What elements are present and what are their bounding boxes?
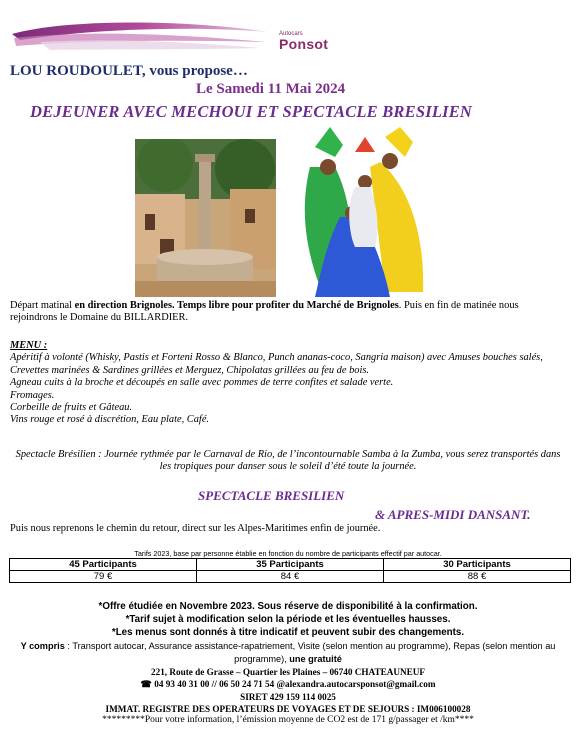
included-label: Y compris	[20, 641, 65, 651]
footer-co2: *********Pour votre information, l’émission moyenne de CO2 est de 171 g/passager et /km****	[102, 715, 474, 725]
price-header: 45 Participants	[10, 559, 197, 571]
price-header: 35 Participants	[197, 559, 384, 571]
included-section: Y compris : Transport autocar, Assurance assistance-rapatriement, Visite (selon mention au programme), Repas (selon mention au programme), une gratuité	[20, 641, 556, 664]
price-table-header-row	[10, 559, 571, 571]
spectacle-description: Spectacle Brésilien : Journée rythmée par le Carnaval de Rio, de l’incontournable Samba à la Zumba, vous serez transportés dans les tropiques pour danser sous le soleil d’été toute la journée.	[15, 449, 561, 473]
dancers-photo	[295, 127, 431, 299]
footer-siret: SIRET 429 159 114 0025	[240, 692, 336, 702]
highlight-spectacle: SPECTACLE BRESILIEN	[198, 488, 345, 503]
condition-line: *Offre étudiée en Novembre 2023. Sous réserve de disponibilité à la confirmation.	[98, 601, 478, 612]
intro-heading: LOU ROUDOULET, vous propose…	[10, 63, 248, 79]
fountain-photo	[135, 139, 276, 297]
menu-heading: MENU :	[10, 340, 48, 351]
brand-tagline: Autocars	[279, 31, 303, 37]
menu-line: Apéritif à volonté (Whisky, Pastis et Forteni Rosso & Blanco, Punch ananas-coco, Sangria maison) avec Amuses bouches salés, Crevettes marinées & Sardines grillées et Merguez, Chipolatas grillées au feu de bois.	[10, 352, 543, 376]
highlight-dansant: & APRES-MIDI DANSANT.	[375, 507, 531, 522]
brand-logo-swoosh	[10, 16, 270, 56]
event-date: Le Samedi 11 Mai 2024	[196, 81, 346, 97]
condition-line: *Les menus sont donnés à titre indicatif et peuvent subir des changements.	[111, 627, 465, 638]
tarif-note: Tarifs 2023, base par personne établie en fonction du nombre de participants effectif par autocar.	[134, 549, 442, 558]
footer-contact: ☎ 04 93 40 31 00 // 06 50 24 71 54 @alexandra.autocarsponsot@gmail.com	[140, 679, 436, 689]
price-value: 79 €	[10, 571, 197, 583]
footer-immat: IMMAT. REGISTRE DES OPERATEURS DE VOYAGES ET DE SEJOURS : IM006100028	[105, 704, 471, 714]
return-text: Puis nous reprenons le chemin du retour, direct sur les Alpes-Maritimes enfin de journée.	[10, 523, 381, 534]
menu-line: Corbeille de fruits et Gâteau.	[10, 402, 133, 414]
menu-line: Vins rouge et rosé à discrétion, Eau plate, Café.	[10, 414, 210, 426]
price-table	[9, 558, 571, 583]
phone-icon: ☎	[140, 679, 155, 689]
footer-address: 221, Route de Grasse – Quartier les Plaines – 06740 CHATEAUNEUF	[151, 667, 425, 677]
menu-line: Agneau cuits à la broche et découpés en salle avec pommes de terre confites et salade verte.	[10, 377, 394, 389]
price-value: 88 €	[384, 571, 571, 583]
price-table-value-row	[10, 571, 571, 583]
event-title: DEJEUNER AVEC MECHOUI ET SPECTACLE BRESILIEN	[30, 102, 473, 121]
menu-section	[10, 340, 570, 427]
menu-line: Fromages.	[10, 389, 55, 401]
price-header: 30 Participants	[384, 559, 571, 571]
intro-paragraph: Départ matinal en direction Brignoles. Temps libre pour profiter du Marché de Brignoles. Puis en fin de matinée nous rejoindrons le Domaine du BILLARDIER.	[10, 300, 519, 324]
brand-name: Ponsot	[279, 36, 329, 52]
condition-line: *Tarif sujet à modification selon la période et les éventuelles hausses.	[125, 614, 451, 625]
price-value: 84 €	[197, 571, 384, 583]
